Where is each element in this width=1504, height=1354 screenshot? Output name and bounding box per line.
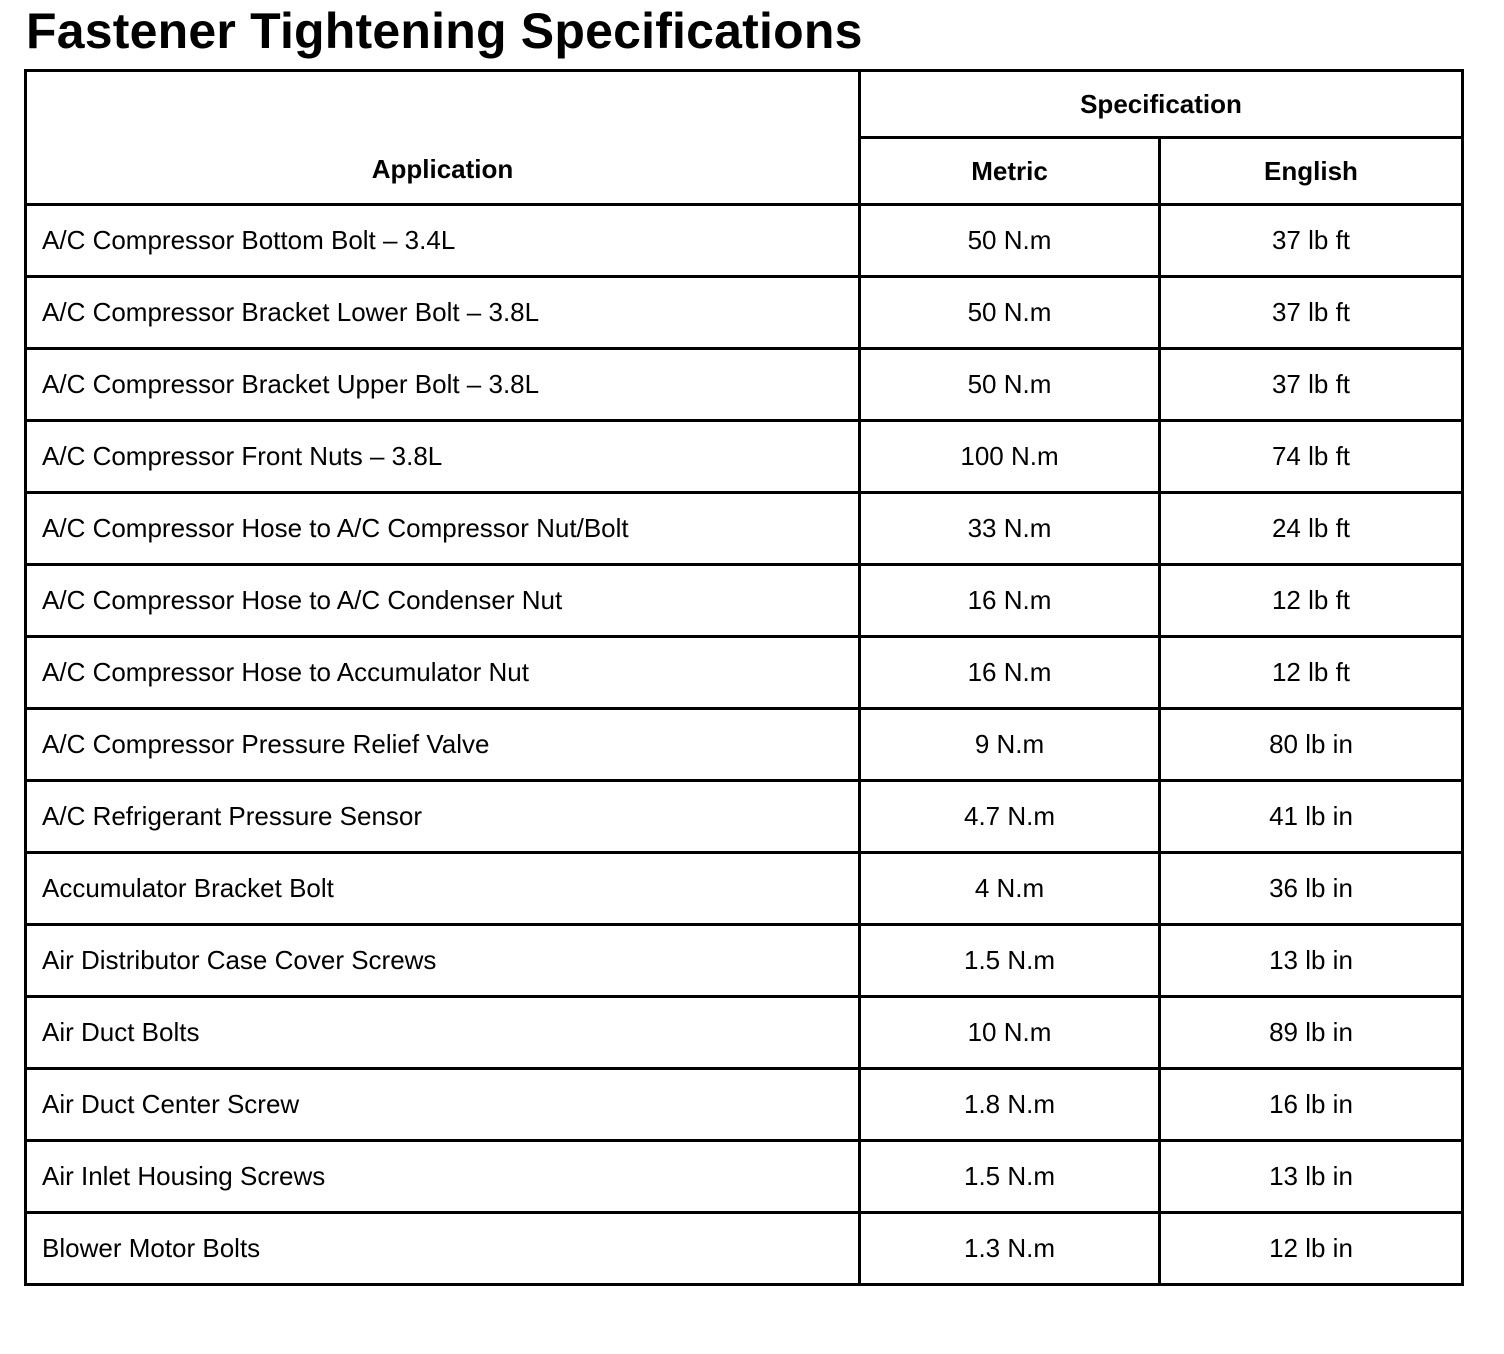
header-metric: Metric (860, 138, 1160, 205)
cell-english: 12 lb ft (1160, 565, 1463, 637)
cell-english: 37 lb ft (1160, 349, 1463, 421)
table-row (26, 997, 1463, 1069)
cell-english: 12 lb in (1160, 1213, 1463, 1285)
table-row (26, 925, 1463, 997)
cell-english: 80 lb in (1160, 709, 1463, 781)
table-row (26, 853, 1463, 925)
cell-metric: 4 N.m (860, 853, 1160, 925)
table-row (26, 637, 1463, 709)
table-row (26, 709, 1463, 781)
cell-application: Air Duct Bolts (26, 997, 860, 1069)
cell-metric: 50 N.m (860, 349, 1160, 421)
cell-metric: 50 N.m (860, 277, 1160, 349)
cell-metric: 100 N.m (860, 421, 1160, 493)
table-row (26, 781, 1463, 853)
cell-english: 12 lb ft (1160, 637, 1463, 709)
cell-metric: 16 N.m (860, 565, 1160, 637)
cell-english: 41 lb in (1160, 781, 1463, 853)
cell-metric: 1.5 N.m (860, 1141, 1160, 1213)
cell-metric: 33 N.m (860, 493, 1160, 565)
cell-metric: 16 N.m (860, 637, 1160, 709)
table-row (26, 565, 1463, 637)
cell-application: Air Inlet Housing Screws (26, 1141, 860, 1213)
cell-english: 89 lb in (1160, 997, 1463, 1069)
cell-application: Air Duct Center Screw (26, 1069, 860, 1141)
table-header (26, 71, 1463, 205)
cell-application: A/C Compressor Hose to Accumulator Nut (26, 637, 860, 709)
cell-application: Accumulator Bracket Bolt (26, 853, 860, 925)
table-row (26, 1069, 1463, 1141)
cell-english: 16 lb in (1160, 1069, 1463, 1141)
header-row-top (26, 71, 1463, 138)
cell-metric: 10 N.m (860, 997, 1160, 1069)
cell-english: 37 lb ft (1160, 205, 1463, 277)
cell-application: A/C Refrigerant Pressure Sensor (26, 781, 860, 853)
cell-english: 24 lb ft (1160, 493, 1463, 565)
cell-metric: 1.5 N.m (860, 925, 1160, 997)
fastener-spec-table (24, 69, 1464, 1286)
table-row (26, 1141, 1463, 1213)
cell-application: Air Distributor Case Cover Screws (26, 925, 860, 997)
cell-metric: 1.3 N.m (860, 1213, 1160, 1285)
cell-application: A/C Compressor Hose to A/C Condenser Nut (26, 565, 860, 637)
cell-application: A/C Compressor Pressure Relief Valve (26, 709, 860, 781)
cell-english: 13 lb in (1160, 1141, 1463, 1213)
cell-application: A/C Compressor Bracket Lower Bolt – 3.8L (26, 277, 860, 349)
header-application: Application (26, 71, 860, 205)
table-row (26, 493, 1463, 565)
table-row (26, 1213, 1463, 1285)
cell-application: A/C Compressor Hose to A/C Compressor Nut/Bolt (26, 493, 860, 565)
cell-metric: 9 N.m (860, 709, 1160, 781)
table-row (26, 205, 1463, 277)
header-english: English (1160, 138, 1463, 205)
cell-application: A/C Compressor Front Nuts – 3.8L (26, 421, 860, 493)
cell-metric: 50 N.m (860, 205, 1160, 277)
table-body (26, 205, 1463, 1285)
cell-english: 13 lb in (1160, 925, 1463, 997)
cell-application: A/C Compressor Bracket Upper Bolt – 3.8L (26, 349, 860, 421)
table-row (26, 349, 1463, 421)
table-row (26, 277, 1463, 349)
cell-metric: 1.8 N.m (860, 1069, 1160, 1141)
cell-application: Blower Motor Bolts (26, 1213, 860, 1285)
cell-metric: 4.7 N.m (860, 781, 1160, 853)
cell-english: 74 lb ft (1160, 421, 1463, 493)
table-row (26, 421, 1463, 493)
cell-english: 36 lb in (1160, 853, 1463, 925)
cell-application: A/C Compressor Bottom Bolt – 3.4L (26, 205, 860, 277)
header-specification: Specification (860, 71, 1463, 138)
cell-english: 37 lb ft (1160, 277, 1463, 349)
page-title: Fastener Tightening Specifications (26, 3, 863, 59)
